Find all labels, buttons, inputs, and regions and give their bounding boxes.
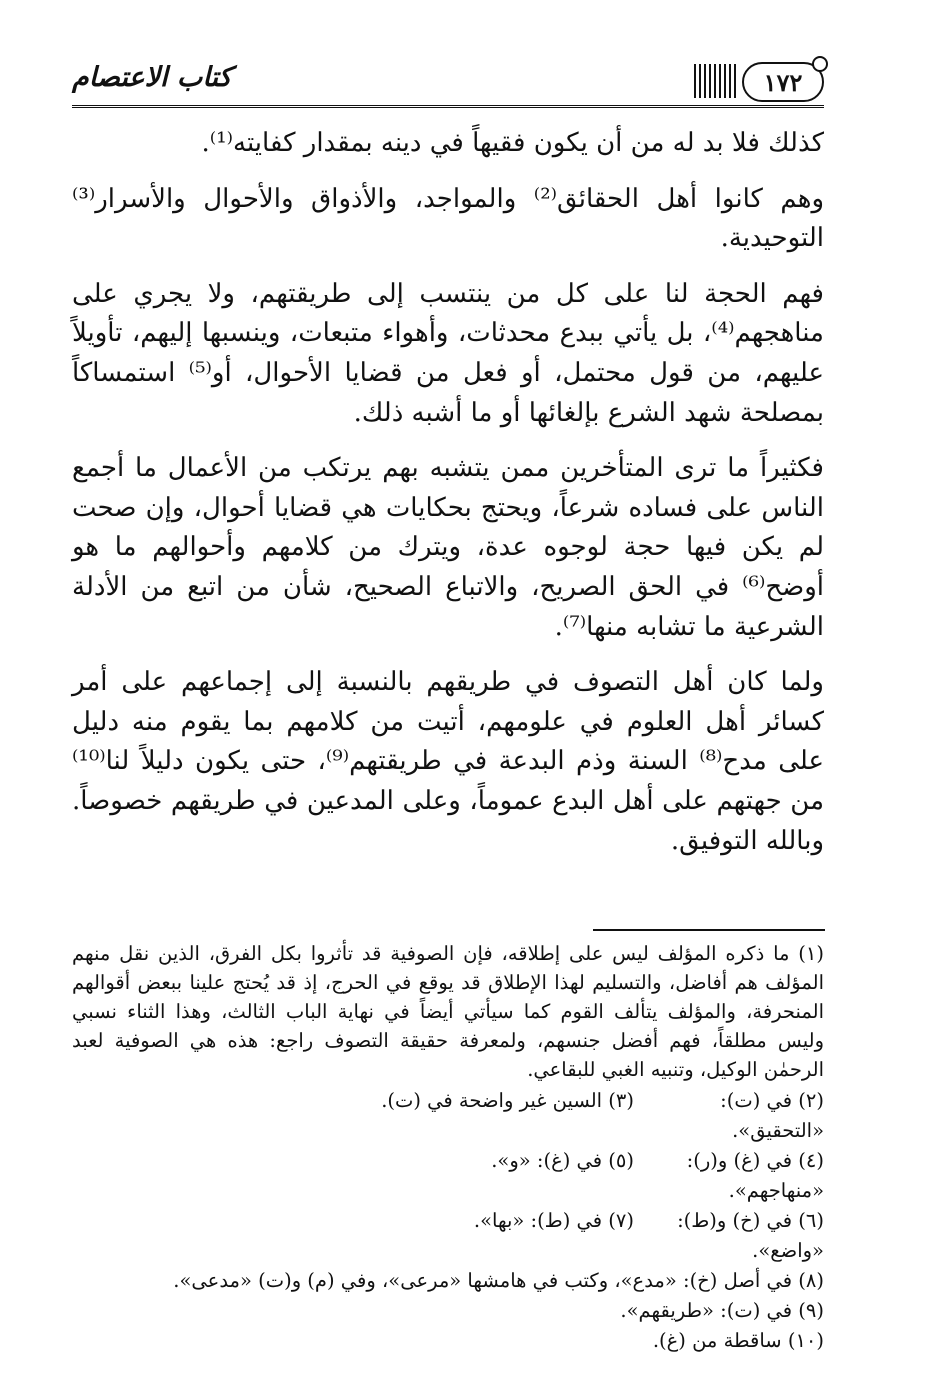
running-title: كتاب الاعتصام	[72, 62, 232, 93]
page-number: ١٧٢	[742, 62, 824, 102]
paragraph: ولما كان أهل التصوف في طريقهم بالنسبة إلى إجماعهم على أمر كسائر أهل العلوم في علومهم، أتيت من كلامهم بما يقوم منه دليل على مدح⁽⁸⁾ السنة وذم البدعة في طريقتهم⁽⁹⁾، حتى يكون دليلاً لنا⁽¹⁰⁾ من جهتهم على أهل البدع عموماً، وعلى المدعين في طريقهم خصوصاً. وبالله التوفيق.	[72, 667, 824, 856]
footnote: (٩) في (ت): «طريقهم».	[620, 1299, 824, 1322]
footnote-separator	[593, 929, 825, 931]
paragraph: كذلك فلا بد له من أن يكون فقيهاً في دينه بمقدار كفايته⁽¹⁾.	[201, 128, 824, 158]
main-text	[72, 124, 824, 877]
paragraph: فهم الحجة لنا على كل من ينتسب إلى طريقتهم، ولا يجري على مناهجهم⁽⁴⁾، بل يأتي ببدع محدثات، وأهواء متبعات، وينسبها إليهم، تأويلاً عليهم، من قول محتمل، أو فعل من قضايا الأحوال، أو⁽⁵⁾ استمساكاً بمصلحة شهد الشرع بإلغائها أو ما أشبه ذلك.	[72, 278, 825, 428]
footnote: (٥) في (غ): «و».	[491, 1149, 634, 1172]
footnote: (٣) السين غير واضحة في (ت).	[381, 1089, 634, 1112]
page-header	[72, 56, 824, 108]
footnote-row	[72, 1206, 824, 1266]
paragraph: فكثيراً ما ترى المتأخرين ممن يتشبه بهم يرتكب من الأعمال ما أجمع الناس على فساده شرعاً، ويحتج بحكايات هي قضايا أحوال، وإن صحت لم يكن فيها حجة لوجوه عدة، ويترك من كلامهم وأحوالهم ما هو أوضح⁽⁶⁾ في الحق الصريح، والاتباع الصحيح، شأن من اتبع من الأدلة الشرعية ما تشابه منها⁽⁷⁾.	[72, 453, 825, 642]
footnote: (٦) في (خ) و(ط): «واضع».	[677, 1209, 824, 1262]
footnote: (٤) في (غ) و(ر): «منهاجهم».	[686, 1149, 824, 1202]
footnote-row	[72, 1086, 824, 1146]
footnote: (١٠) ساقطة من (غ).	[652, 1329, 824, 1352]
footnote: (٢) في (ت): «التحقيق».	[720, 1089, 824, 1142]
footnote: (١) ما ذكره المؤلف ليس على إطلاقه، فإن الصوفية قد تأثروا بكل الفرق، الذين نقل منهم المؤلف هم أفاضل، والتسليم لهذا الإطلاق قد يوقع في الحرج، إذ قد يُحتج علينا ببعض أقوالهم المنحرفة، والمؤلف يتألف القوم كما سيأتي أيضاً في نهاية الباب الثالث، وهذا الثناء نسبي وليس مطلقاً، فهم أفضل جنسهم، ولمعرفة حقيقة التصوف راجع: هذه هي الصوفية لعبد الرحمٰن الوكيل، وتنبيه الغبي للبقاعي.	[72, 942, 824, 1081]
footnote: (٧) في (ط): «بها».	[473, 1209, 634, 1232]
paragraph: وهم كانوا أهل الحقائق⁽²⁾ والمواجد، والأذواق والأحوال والأسرار⁽³⁾ التوحيدية.	[72, 183, 824, 254]
header-ornament	[694, 64, 738, 98]
footnotes	[72, 939, 824, 1356]
header-rule	[72, 105, 824, 108]
footnote-row	[72, 1146, 824, 1206]
footnote: (٨) في أصل (خ): «مدع»، وكتب في هامشها «مرعى»، وفي (م) و(ت) «مدعى».	[173, 1269, 824, 1292]
